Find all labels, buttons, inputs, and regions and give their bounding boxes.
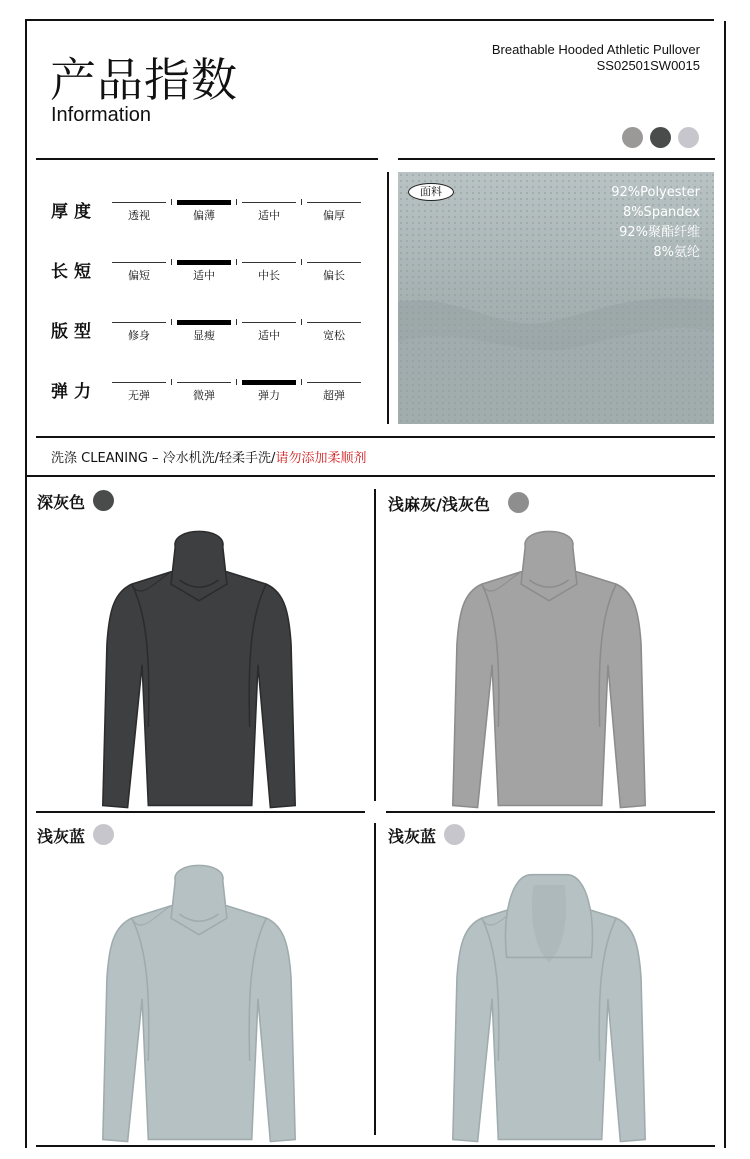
index-option-label: 无弹 — [128, 389, 150, 402]
index-option-label: 弹力 — [258, 389, 280, 402]
index-option-label: 显瘦 — [193, 329, 215, 342]
grid-divider-top — [374, 489, 376, 801]
index-option-label: 适中 — [193, 269, 215, 282]
product-info — [492, 42, 700, 74]
index-bar — [177, 382, 231, 383]
fabric-composition — [611, 183, 700, 263]
index-option — [112, 202, 166, 224]
grid-divider-bottom — [374, 823, 376, 1135]
index-option-selected — [177, 322, 231, 344]
index-option-label: 适中 — [258, 209, 280, 222]
index-bar — [242, 322, 296, 323]
index-option-label: 适中 — [258, 329, 280, 342]
index-bar — [177, 200, 231, 205]
fabric-tag: 面料 — [408, 183, 454, 201]
index-tick — [171, 259, 172, 265]
index-tick — [301, 259, 302, 265]
index-bar — [242, 262, 296, 263]
index-option-label: 透视 — [128, 209, 150, 222]
index-option-label: 宽松 — [323, 329, 345, 342]
index-bar — [112, 262, 166, 263]
right-border-upper — [712, 19, 714, 21]
product-name: Breathable Hooded Athletic Pullover — [491, 42, 700, 57]
index-option — [307, 262, 361, 284]
index-tick — [301, 319, 302, 325]
index-tick — [171, 379, 172, 385]
color-name: 浅麻灰/浅灰色 — [388, 495, 490, 514]
index-tick — [171, 319, 172, 325]
index-option-selected — [242, 382, 296, 404]
index-option — [307, 322, 361, 344]
care-warning: 请勿添加柔顺剂 — [275, 451, 367, 466]
index-option-label: 修身 — [128, 329, 150, 342]
color-name: 浅灰蓝 — [37, 827, 86, 846]
index-row-label: 长短 — [51, 262, 97, 282]
garment-back-image — [384, 854, 714, 1159]
color-dot — [508, 492, 529, 513]
index-row-label: 厚度 — [51, 202, 97, 222]
index-row-label: 版型 — [51, 322, 97, 342]
composition-line: 8%氨纶 — [653, 245, 700, 260]
index-bar — [307, 262, 361, 263]
header-divider-right — [398, 158, 715, 160]
color-dot — [444, 824, 465, 845]
index-option-label: 偏短 — [128, 269, 150, 282]
index-fabric-divider — [387, 172, 389, 424]
garment-front-image — [34, 854, 364, 1159]
index-bar — [177, 320, 231, 325]
top-border — [25, 19, 714, 21]
index-tick — [236, 259, 237, 265]
index-row-label: 弹力 — [51, 382, 97, 402]
index-option — [307, 382, 361, 404]
care-instructions — [51, 447, 366, 466]
color-name: 深灰色 — [37, 493, 86, 512]
index-tick — [171, 199, 172, 205]
left-border — [25, 19, 27, 1148]
index-tick — [301, 379, 302, 385]
index-option — [307, 202, 361, 224]
header-divider-left — [36, 158, 378, 160]
index-bar — [242, 202, 296, 203]
index-bar — [177, 260, 231, 265]
color-name: 浅灰蓝 — [388, 827, 437, 846]
index-bar — [112, 322, 166, 323]
index-bar — [242, 380, 296, 385]
composition-line: 92%Polyester — [611, 185, 700, 200]
index-bar — [307, 202, 361, 203]
index-tick — [301, 199, 302, 205]
right-border — [724, 21, 726, 1148]
index-option — [112, 262, 166, 284]
color-dot — [93, 824, 114, 845]
color-swatch[interactable] — [622, 127, 643, 148]
index-option-label: 超弹 — [323, 389, 345, 402]
care-text: 洗涤 CLEANING – 冷水机洗/轻柔手洗/ — [51, 451, 276, 466]
index-option-label: 偏厚 — [323, 209, 345, 222]
color-dot — [93, 490, 114, 511]
care-top-divider — [36, 436, 715, 438]
composition-line: 8%Spandex — [622, 205, 700, 220]
garment-front-image — [384, 520, 714, 825]
color-swatch[interactable] — [650, 127, 671, 148]
index-bar — [307, 382, 361, 383]
index-option — [177, 382, 231, 404]
index-option-label: 偏薄 — [193, 209, 215, 222]
index-option-selected — [177, 202, 231, 224]
index-option — [112, 322, 166, 344]
index-tick — [236, 319, 237, 325]
index-option — [112, 382, 166, 404]
index-bar — [307, 322, 361, 323]
fabric-panel — [398, 172, 714, 424]
index-option — [242, 202, 296, 224]
index-bar — [112, 202, 166, 203]
index-option-label: 微弹 — [193, 389, 215, 402]
color-swatch[interactable] — [678, 127, 699, 148]
page-title: 产品指数 — [50, 53, 238, 107]
garment-front-image — [34, 520, 364, 825]
product-code: SS02501SW0015 — [596, 58, 700, 73]
index-option-label: 中长 — [258, 269, 280, 282]
index-tick — [236, 199, 237, 205]
care-bottom-divider — [26, 475, 715, 477]
index-option — [242, 322, 296, 344]
index-option-label: 偏长 — [323, 269, 345, 282]
index-option — [242, 262, 296, 284]
index-option-selected — [177, 262, 231, 284]
composition-line: 92%聚酯纤维 — [619, 225, 700, 240]
index-bar — [112, 382, 166, 383]
page-subtitle: Information — [51, 104, 152, 126]
index-tick — [236, 379, 237, 385]
